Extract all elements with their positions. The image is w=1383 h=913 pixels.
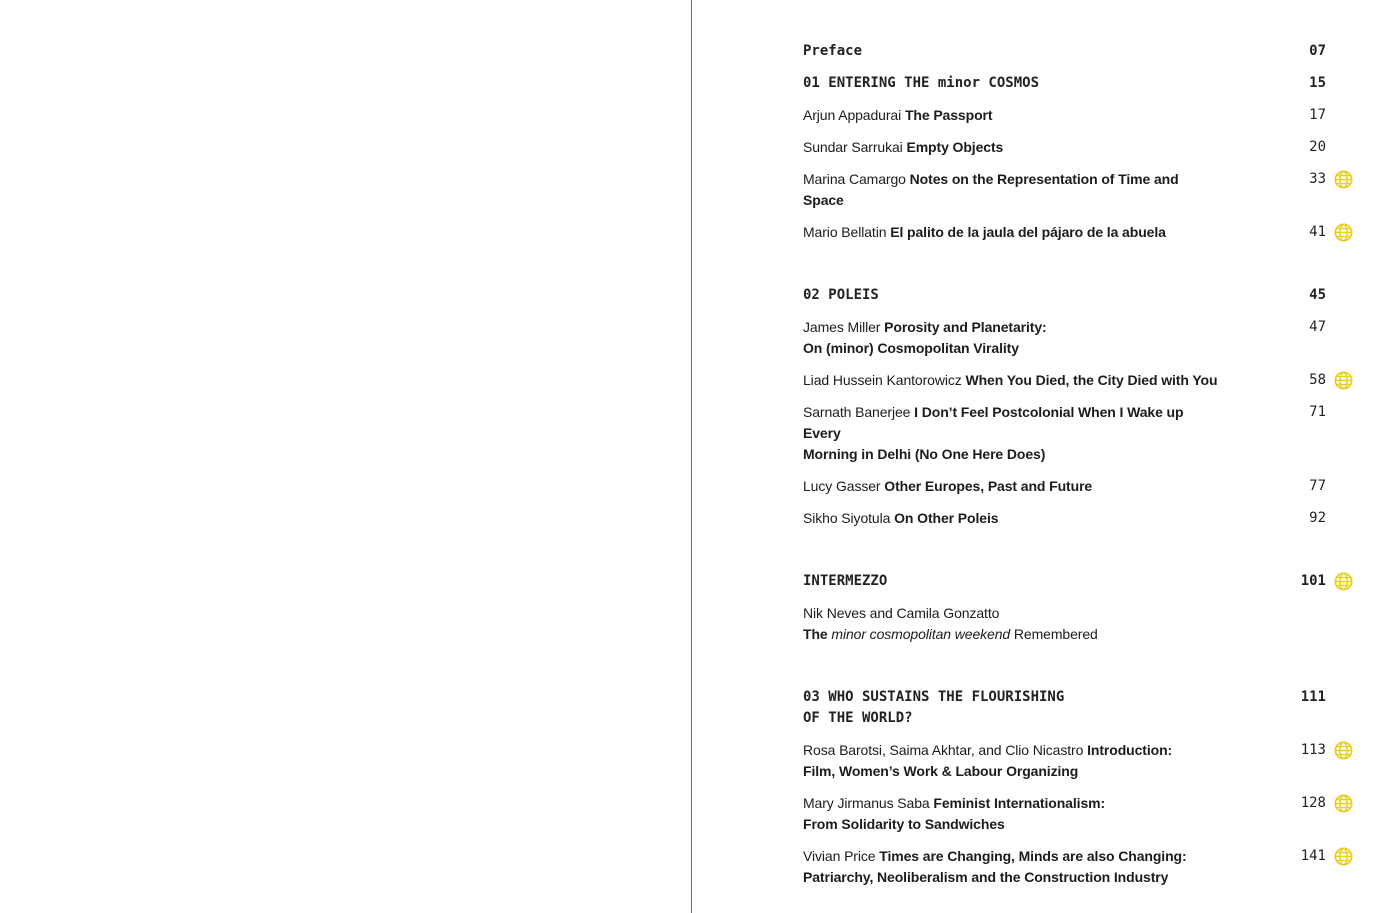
entry-title-suffix: Remembered — [1013, 626, 1098, 642]
globe-icon[interactable] — [1334, 223, 1353, 242]
entry-author: James Miller — [803, 319, 881, 335]
globe-icon[interactable] — [1334, 847, 1353, 866]
entry-text — [803, 476, 1223, 497]
page-number: 71 — [1309, 404, 1326, 420]
entry-title-continued: From Solidarity to Sandwiches — [803, 816, 1005, 832]
entry-title: Notes on the Representation of Time and Space — [803, 171, 1179, 208]
table-of-contents — [803, 41, 1363, 888]
entry-author: Arjun Appadurai — [803, 107, 902, 123]
toc-entry[interactable] — [803, 222, 1326, 243]
entry-author: Rosa Barotsi, Saima Akhtar, and Clio Nicastro — [803, 742, 1084, 758]
toc-section-intermezzo[interactable] — [803, 571, 1326, 592]
section-title: 01 ENTERING THE minor COSMOS — [803, 75, 1040, 91]
entry-author: Sikho Siyotula — [803, 510, 891, 526]
page-number: 113 — [1300, 742, 1326, 758]
page-number: 128 — [1300, 795, 1326, 811]
entry-text — [803, 603, 1223, 645]
section-title: INTERMEZZO — [803, 573, 888, 589]
page-number: 07 — [1309, 43, 1326, 59]
toc-section-03[interactable] — [803, 687, 1326, 729]
toc-entry[interactable] — [803, 402, 1326, 465]
page-number: 111 — [1300, 689, 1326, 705]
entry-title: I Don’t Feel Postcolonial When I Wake up Every — [803, 404, 1184, 441]
page-number: 15 — [1309, 75, 1326, 91]
toc-preface[interactable] — [803, 41, 1326, 62]
entry-author: Liad Hussein Kantorowicz — [803, 372, 962, 388]
entry-text — [803, 137, 1223, 158]
page-number: 17 — [1309, 107, 1326, 123]
page-number: 47 — [1309, 319, 1326, 335]
entry-author: Vivian Price — [803, 848, 876, 864]
globe-icon[interactable] — [1334, 371, 1353, 390]
section-title-line2: OF THE WORLD? — [803, 710, 913, 726]
entry-author: Mario Bellatin — [803, 224, 887, 240]
toc-entry[interactable] — [803, 137, 1326, 158]
entry-title-continued: Film, Women’s Work & Labour Organizing — [803, 763, 1079, 779]
section-title — [803, 687, 1223, 729]
globe-icon[interactable] — [1334, 741, 1353, 760]
entry-title: When You Died, the City Died with You — [965, 372, 1218, 388]
toc-entry[interactable] — [803, 508, 1326, 529]
toc-section-02[interactable] — [803, 285, 1326, 306]
globe-icon[interactable] — [1334, 794, 1353, 813]
globe-icon[interactable] — [1334, 572, 1353, 591]
entry-title-continued: On (minor) Cosmopolitan Virality — [803, 340, 1019, 356]
entry-title-italic: minor cosmopolitan weekend — [831, 626, 1011, 642]
page-number: 41 — [1309, 224, 1326, 240]
entry-text — [803, 105, 1223, 126]
entry-text — [803, 846, 1223, 888]
section-title: 02 POLEIS — [803, 287, 879, 303]
entry-title: Empty Objects — [906, 139, 1004, 155]
page-number: 33 — [1309, 171, 1326, 187]
page-number: 101 — [1300, 573, 1326, 589]
page-number: 92 — [1309, 510, 1326, 526]
page-number: 45 — [1309, 287, 1326, 303]
globe-icon[interactable] — [1334, 170, 1353, 189]
toc-entry[interactable] — [803, 169, 1326, 211]
entry-author: Sundar Sarrukai — [803, 139, 903, 155]
entry-text — [803, 317, 1223, 359]
entry-title: Porosity and Planetarity: — [884, 319, 1047, 335]
entry-title-continued: Patriarchy, Neoliberalism and the Construction Industry — [803, 869, 1169, 885]
entry-author: Mary Jirmanus Saba — [803, 795, 930, 811]
toc-section-01[interactable] — [803, 73, 1326, 94]
entry-title-prefix: The — [803, 626, 828, 642]
entry-author: Sarnath Banerjee — [803, 404, 911, 420]
entry-title: The Passport — [904, 107, 993, 123]
entry-text — [803, 370, 1223, 391]
section-title: Preface — [803, 43, 863, 59]
entry-title: Feminist Internationalism: — [933, 795, 1106, 811]
entry-title: Times are Changing, Minds are also Changing: — [879, 848, 1187, 864]
entry-title-continued: Morning in Delhi (No One Here Does) — [803, 446, 1046, 462]
toc-entry[interactable] — [803, 603, 1326, 645]
entry-title: El palito de la jaula del pájaro de la abuela — [890, 224, 1166, 240]
toc-entry[interactable] — [803, 846, 1326, 888]
entry-text — [803, 508, 1223, 529]
entry-text — [803, 222, 1223, 243]
toc-entry[interactable] — [803, 370, 1326, 391]
entry-title: Introduction: — [1087, 742, 1173, 758]
right-page — [692, 0, 1383, 913]
page-number: 77 — [1309, 478, 1326, 494]
page-number: 141 — [1300, 848, 1326, 864]
toc-entry[interactable] — [803, 740, 1326, 782]
left-blank-page — [0, 0, 691, 913]
entry-text — [803, 402, 1223, 465]
page-number: 20 — [1309, 139, 1326, 155]
page-number: 58 — [1309, 372, 1326, 388]
entry-text — [803, 740, 1223, 782]
entry-text — [803, 169, 1223, 211]
entry-author: Nik Neves and Camila Gonzatto — [803, 605, 1000, 621]
toc-entry[interactable] — [803, 476, 1326, 497]
entry-author: Lucy Gasser — [803, 478, 881, 494]
entry-text — [803, 793, 1223, 835]
entry-title: On Other Poleis — [894, 510, 999, 526]
toc-entry[interactable] — [803, 317, 1326, 359]
toc-entry[interactable] — [803, 105, 1326, 126]
entry-title: Other Europes, Past and Future — [884, 478, 1093, 494]
entry-author: Marina Camargo — [803, 171, 906, 187]
toc-entry[interactable] — [803, 793, 1326, 835]
section-title-line1: 03 WHO SUSTAINS THE FLOURISHING — [803, 689, 1065, 705]
